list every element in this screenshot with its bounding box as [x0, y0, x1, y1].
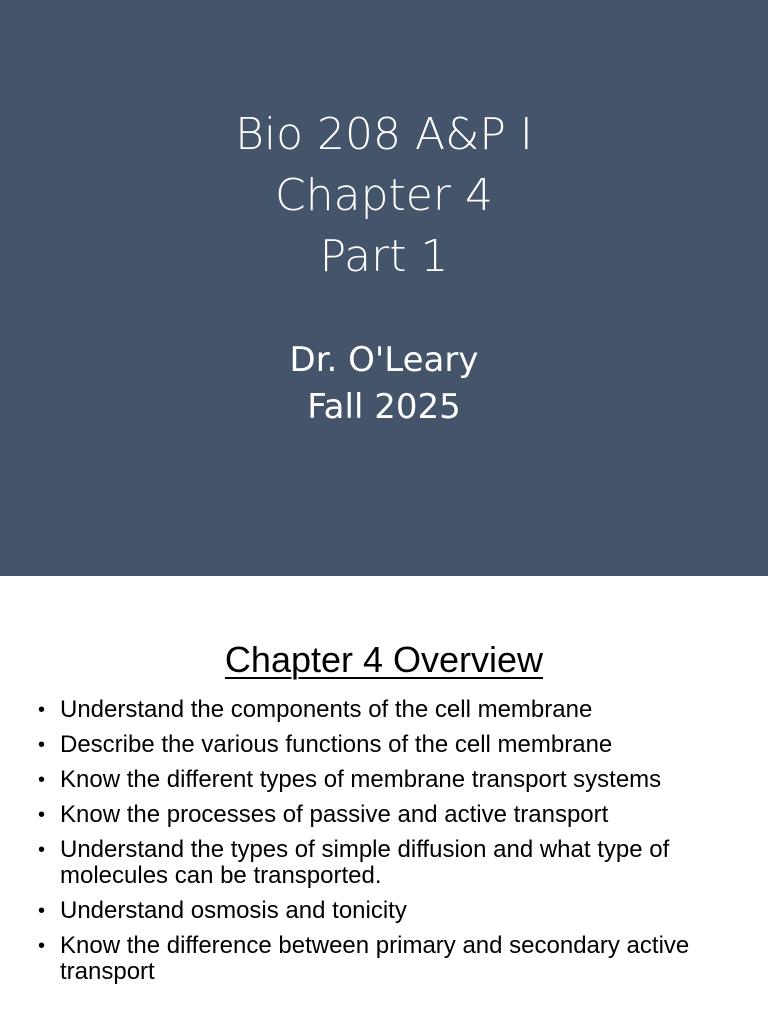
bullet-icon: •	[38, 935, 46, 957]
slide-subtitle	[0, 337, 768, 431]
title-line-2: Chapter 4	[275, 170, 493, 221]
bullet-icon: •	[38, 769, 46, 791]
title-line-1: Bio 208 A&P I	[235, 109, 533, 160]
list-item	[38, 697, 738, 723]
bullet-icon: •	[38, 900, 46, 922]
bullet-text: Know the difference between primary and secondary active transport	[60, 932, 690, 985]
semester: Fall 2025	[307, 387, 461, 427]
slide-title	[0, 104, 768, 287]
list-item	[38, 898, 738, 924]
bullet-icon: •	[38, 839, 46, 861]
list-item	[38, 802, 738, 828]
overview-heading: Chapter 4 Overview	[224, 639, 544, 680]
objectives-list	[38, 697, 738, 994]
bullet-icon: •	[38, 734, 46, 756]
bullet-icon: •	[38, 804, 46, 826]
overview-slide	[0, 576, 768, 1024]
bullet-text: Describe the various functions of the cell membrane	[60, 731, 613, 758]
instructor-name: Dr. O'Leary	[289, 340, 479, 380]
bullet-text: Understand the types of simple diffusion and what type of molecules can be transported.	[60, 836, 670, 889]
bullet-icon: •	[38, 699, 46, 721]
bullet-text: Understand osmosis and tonicity	[60, 897, 407, 924]
title-line-3: Part 1	[319, 231, 449, 282]
bullet-text: Know the different types of membrane transport systems	[60, 766, 662, 793]
list-item	[38, 837, 738, 889]
list-item	[38, 933, 738, 985]
list-item	[38, 732, 738, 758]
bullet-text: Understand the components of the cell membrane	[60, 696, 593, 723]
bullet-text: Know the processes of passive and active transport	[60, 801, 609, 828]
list-item	[38, 767, 738, 793]
